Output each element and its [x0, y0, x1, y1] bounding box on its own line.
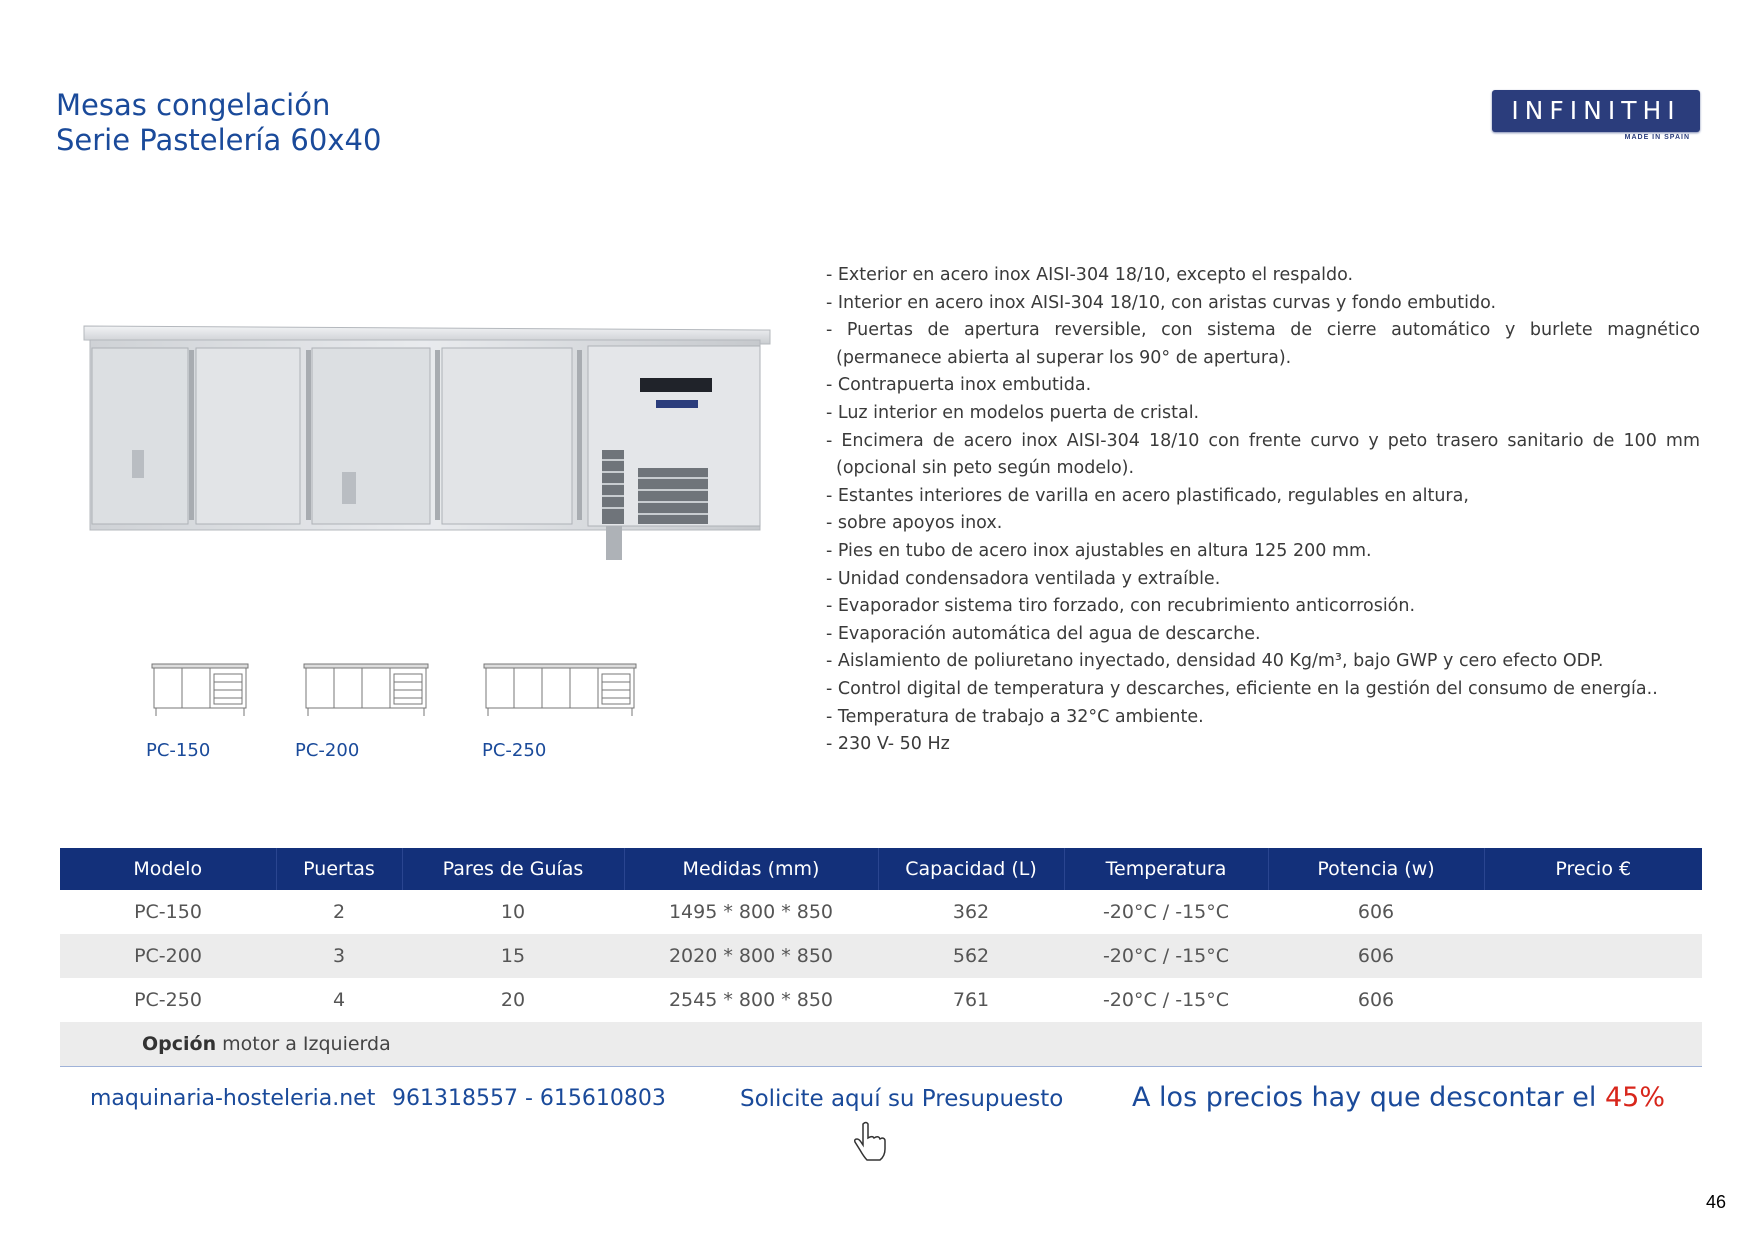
cell-medidas: 1495 * 800 * 850: [668, 901, 834, 923]
col-header-temperatura: Temperatura: [1064, 848, 1268, 890]
product-image: [80, 320, 780, 620]
thumb-label-pc250: PC-250: [482, 740, 547, 761]
feature-item: - Aislamiento de poliuretano inyectado, densidad 40 Kg/m³, bajo GWP y cero efecto ODP.: [826, 651, 1604, 672]
cell-temperatura: -20°C / -15°C: [1102, 989, 1230, 1011]
page-number: 46: [1706, 1192, 1727, 1212]
title-line-2: Serie Pastelería 60x40: [56, 123, 382, 157]
feature-item: - Interior en acero inox AISI-304 18/10, con aristas curvas y fondo embutido.: [826, 292, 1497, 313]
cell-precio: [1484, 978, 1702, 1022]
col-header-capacidad: Capacidad (L): [878, 848, 1064, 890]
feature-item: - Luz interior en modelos puerta de cristal.: [826, 402, 1200, 423]
feature-item: - Puertas de apertura reversible, con sistema de cierre automático y burlete magnético (permanece abierta al superar los 90° de apertura).: [826, 320, 1700, 368]
feature-item: - Evaporación automática del agua de descarche.: [826, 623, 1261, 644]
discount-percent: 45%: [1604, 1082, 1665, 1113]
cell-guias: 10: [500, 901, 526, 923]
cell-guias: 15: [402, 934, 624, 978]
feature-item: - Exterior en acero inox AISI-304 18/10, excepto el respaldo.: [826, 265, 1354, 285]
col-header-precio: Precio €: [1484, 848, 1702, 890]
brand-logo: [1492, 90, 1700, 150]
cell-capacidad: 362: [952, 901, 990, 923]
thumb-pc250-image: [482, 660, 638, 720]
thumb-label-pc200: PC-200: [295, 740, 360, 761]
feature-item: - Control digital de temperatura y descarches, eficiente en la gestión del consumo de energía..: [826, 678, 1658, 699]
pointer-hand-icon[interactable]: [850, 1120, 886, 1162]
cell-capacidad: 761: [952, 989, 990, 1011]
cell-modelo: PC-150: [134, 901, 202, 923]
quote-request-link[interactable]: Solicite aquí su Presupuesto: [740, 1086, 1064, 1112]
feature-item: - Temperatura de trabajo a 32°C ambiente.: [826, 706, 1204, 727]
cell-modelo: PC-200: [60, 934, 276, 978]
logo-text: INFINITHI: [1492, 90, 1700, 132]
cell-precio: [1484, 934, 1702, 978]
feature-list: [826, 262, 1700, 759]
feature-item: - 230 V- 50 Hz: [826, 734, 950, 755]
page-title: [56, 88, 381, 158]
col-header-puertas: Puertas: [276, 848, 402, 890]
feature-item: - Pies en tubo de acero inox ajustables en altura 125 200 mm.: [826, 540, 1372, 561]
cell-potencia: 606: [1357, 901, 1395, 923]
spec-table: [60, 848, 1702, 1067]
table-row: [60, 934, 1702, 978]
table-row: [60, 890, 1702, 934]
option-label: Opción: [142, 1033, 217, 1055]
feature-item: - Estantes interiores de varilla en acero plastificado, regulables en altura,: [826, 485, 1469, 506]
cell-puertas: 3: [276, 934, 402, 978]
cell-puertas: 4: [332, 989, 346, 1011]
cell-modelo: PC-250: [134, 989, 202, 1011]
discount-notice: [1132, 1082, 1665, 1113]
thumb-pc150-image: [150, 660, 250, 720]
col-header-modelo: Modelo: [60, 848, 276, 890]
discount-text: A los precios hay que descontar el: [1132, 1082, 1605, 1113]
thumb-pc200-image: [302, 660, 430, 720]
cell-temperatura: -20°C / -15°C: [1064, 934, 1268, 978]
feature-item: - Unidad condensadora ventilada y extraíble.: [826, 568, 1221, 589]
table-row: [60, 978, 1702, 1022]
title-line-1: Mesas congelación: [56, 88, 331, 122]
table-header-row: [60, 848, 1702, 890]
col-header-medidas: Medidas (mm): [624, 848, 878, 890]
option-text: motor a Izquierda: [216, 1033, 391, 1055]
col-header-guias: Pares de Guías: [402, 848, 624, 890]
website-link[interactable]: maquinaria-hosteleria.net: [90, 1086, 376, 1111]
cell-potencia: 606: [1357, 989, 1395, 1011]
cell-guias: 20: [500, 989, 526, 1011]
cell-potencia: 606: [1268, 934, 1484, 978]
col-header-potencia: Potencia (w): [1268, 848, 1484, 890]
phone-numbers[interactable]: 961318557 - 615610803: [392, 1086, 666, 1111]
cell-medidas: 2545 * 800 * 850: [668, 989, 834, 1011]
thumb-label-pc150: PC-150: [146, 740, 211, 761]
option-row: [60, 1022, 1702, 1067]
feature-item: - Encimera de acero inox AISI-304 18/10 con frente curvo y peto trasero sanitario de 100 mm (opcional sin peto según modelo).: [826, 430, 1700, 479]
cell-temperatura: -20°C / -15°C: [1102, 901, 1230, 923]
feature-item: - Evaporador sistema tiro forzado, con recubrimiento anticorrosión.: [826, 596, 1416, 617]
feature-item: - Contrapuerta inox embutida.: [826, 375, 1092, 396]
cell-puertas: 2: [332, 901, 346, 923]
cell-medidas: 2020 * 800 * 850: [624, 934, 878, 978]
cell-precio: [1484, 890, 1702, 934]
feature-item: - sobre apoyos inox.: [826, 513, 1003, 534]
logo-subtext: MADE IN SPAIN: [1624, 134, 1690, 141]
cell-capacidad: 562: [878, 934, 1064, 978]
